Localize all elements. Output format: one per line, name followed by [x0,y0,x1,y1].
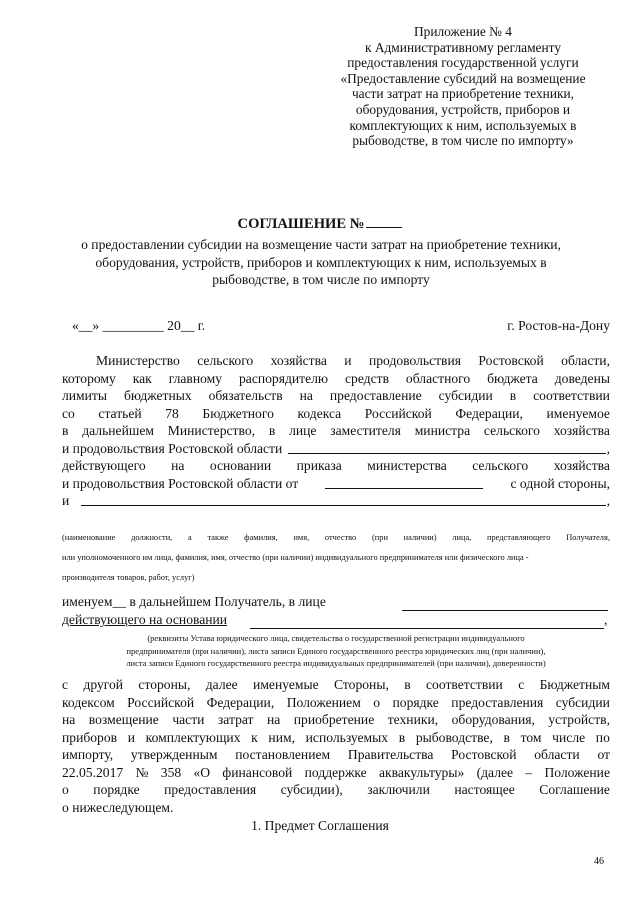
text-line [62,387,610,405]
agreement-subtitle [40,236,602,289]
word: далее [205,677,238,692]
word: на [62,712,76,727]
word: Федерации, [455,405,523,421]
text-fragment: с одной стороны, [510,475,610,491]
word: которому [62,370,116,386]
word: 78 [165,405,179,421]
word: распорядителю [238,370,329,386]
word: субсидии [438,388,493,403]
word: имя, [293,533,310,542]
paragraph-parties [62,676,610,816]
word: лица, [452,533,472,542]
text-fragment: и продовольствия Ростовской области [62,440,283,456]
word: от [597,747,610,762]
subtitle-line: рыбоводстве, в том числе по импорту [212,272,430,287]
word: областного [405,370,471,386]
note-representative-line: производителя товаров, работ, услуг) [62,573,195,582]
word: Министерство [96,353,180,368]
appendix-line: Приложение № 4 [413,24,513,39]
paragraph-ministry [62,352,610,510]
word: числе [552,729,586,745]
word: сельского [197,353,254,368]
word: приказа [296,458,342,473]
word: «О [193,764,211,780]
appendix-line: части затрат на приобретение техники, [351,86,575,102]
word: Министерство, [167,423,256,438]
text-fragment: , [606,493,610,508]
text-line [62,440,610,458]
word: заключили [367,782,430,797]
note-line: листа записи Единого государственного реестра индивидуальных предпринимателей (при наличии), доверенности) [126,658,546,668]
word: и [344,353,352,368]
word: Федерации, [206,694,275,710]
word: о [373,694,381,710]
page-number: 46 [594,856,604,867]
word: также [207,533,229,542]
word: как [132,370,152,386]
word: ним, [268,729,295,745]
word: № [135,764,149,780]
word: субсидии [555,694,610,710]
word: устройств, [548,712,610,727]
word: должности, [131,533,173,542]
word: с [62,677,69,692]
agreement-title [0,214,640,233]
word: а [188,533,192,542]
word: Положение [544,764,610,780]
appendix-line: «Предоставление субсидий на возмещение [340,70,586,86]
word: том [520,729,542,745]
text-fragment: , [604,612,608,627]
word: в [404,677,411,692]
word: сельского [472,458,529,473]
text-line [62,475,610,493]
word: настоящее [454,782,515,797]
word: к [251,729,258,745]
word: предоставления [164,782,257,797]
word: соответствии [533,388,610,403]
word: стороны, [138,677,191,692]
text-line [62,676,610,694]
text-line [62,799,610,817]
word: оборудования, [451,712,535,727]
word: – [525,764,533,780]
word: области, [561,353,610,368]
word: заместителя [330,423,401,438]
text-line [62,764,610,782]
agreement-title-text: СОГЛАШЕНИЕ № [237,216,365,232]
note-line: предпринимателя (при наличии), листа записи Единого государственного реестра юридических лиц (при наличии), [126,645,546,656]
word: аквакультуры» [379,764,465,780]
word: порядке [392,694,439,710]
word: о [62,782,69,797]
word: в [509,388,517,403]
basis-line [62,612,610,628]
order-date-blank [325,475,483,489]
recipient-name-blank [81,492,605,506]
word: со [62,405,75,421]
subtitle-line: оборудования, устройств, приборов и комплектующих к ним, используемых в [95,254,547,270]
word: Бюджетным [539,677,610,692]
word: субсидии), [280,782,343,797]
word: Стороны, [334,677,389,692]
appendix-line: оборудования, устройств, приборов и [355,101,571,117]
word: предоставление [329,388,422,403]
text-fragment: и продовольствия Ростовской области от [62,475,299,491]
appendix-line: рыбоводстве, в том числе по импорту» [352,133,574,149]
word: Бюджетного [202,405,274,421]
appendix-line: к Административному регламенту [364,39,562,55]
word: наличии) [403,533,437,542]
note-requisites [62,632,610,670]
appendix-header [318,24,608,149]
text-line [62,711,610,729]
text-line [62,492,610,510]
word: хозяйства [553,458,610,473]
word: приобретение [293,712,375,727]
word: кодекса [297,405,342,421]
word: основании [209,458,272,473]
text-line [62,746,610,764]
appendix-line: комплектующих к ним, используемых в [349,117,577,133]
word: Ростовской [478,353,544,368]
agreement-date: «__» _________ 20__ г. [72,318,206,333]
text-fragment: именуем__ в дальнейшем Получатель, в лице [62,594,326,609]
agreement-number-blank [366,214,402,228]
basis-blank [250,615,604,629]
word: затрат [217,712,254,727]
word: обязательств [208,388,283,403]
word: приборов [62,729,118,745]
word: представляющего [487,533,551,542]
word: действующего [62,458,146,473]
note-representative-line: или уполномоченного им лица, фамилия, имя, отчество (при наличии) индивидуального предпринимателя или физического лица - [62,553,529,562]
word: продовольствия [368,353,462,368]
word: именуемое [546,405,610,421]
word: части [172,712,205,727]
word: Ростовской [451,747,517,762]
word: Российской [364,405,432,421]
word: области [534,747,580,762]
word: другой [83,677,124,692]
word: бюджета [487,370,538,386]
text-line [62,352,610,370]
word: предоставления [451,694,544,710]
text-fragment: , [606,440,610,456]
word: бюджетных [123,388,192,403]
word: поддержке [304,764,367,780]
word: на [299,388,313,403]
word: доведены [554,370,610,386]
word: фамилия, [244,533,278,542]
word: средств [345,370,389,386]
word: и [127,729,136,745]
note-representative-line [62,533,610,543]
representative-name-blank [288,440,605,454]
word: дальнейшем [82,423,154,438]
word: хозяйства [270,353,327,368]
word: постановлением [235,747,331,762]
subtitle-line: о предоставлении субсидии на возмещение части затрат на приобретение техники, [81,237,561,252]
word: соответствии [426,677,503,692]
text-line [62,457,610,475]
text-line [62,370,610,388]
word: 358 [160,764,182,780]
word: комплектующих [145,729,241,745]
word: Правительства [347,747,434,762]
word: финансовой [222,764,293,780]
word: по [595,729,610,745]
word: в [62,423,69,438]
word: кодексом [62,694,115,710]
word: порядке [93,782,140,797]
word: Получателя, [566,533,610,542]
appendix-line: предоставления государственной услуги [347,55,579,71]
text-fragment: и [62,493,70,508]
word: лице [289,423,317,438]
text-line [62,729,610,747]
word: хозяйства [553,423,610,438]
word: сельского [483,423,540,438]
word: в [398,729,406,745]
word: (наименование [62,533,116,542]
word: на [266,712,281,727]
word: статьей [98,405,142,421]
word: Соглашение [539,782,610,797]
date-city-line [62,318,610,334]
word: 22.05.2017 [62,764,124,780]
word: с [518,677,525,692]
word: именуемые [253,677,319,692]
word: главному [168,370,223,386]
text-line [62,781,610,799]
note-line: (реквизиты Устава юридического лица, свидетельства о государственной регистрации индивидуального [147,633,525,643]
text-fragment: действующего на основании [62,612,228,627]
text-fragment: о нижеследующем. [62,799,174,815]
word: в [268,423,276,438]
word: Российской [127,694,195,710]
text-line [62,422,610,440]
word: утвержденным [130,747,218,762]
word: лимиты [62,388,108,403]
word: в [503,729,510,745]
word: (далее [476,764,514,780]
text-line [62,405,610,423]
word: Положением [286,694,361,710]
recipient-line [62,594,610,610]
word: на [171,458,185,473]
word: возмещение [88,712,159,727]
word: техники, [387,712,439,727]
word: рыбоводстве, [415,729,493,745]
word: используемых [305,729,389,745]
word: отчество [324,533,357,542]
agreement-city: г. Ростов-на-Дону [507,318,610,333]
word: импорту, [62,747,114,762]
word: министра [414,423,471,438]
section-title: 1. Предмет Соглашения [251,818,389,833]
text-line [62,694,610,712]
word: (при [371,533,388,542]
recipient-person-blank [402,597,608,611]
word: министерства [367,458,447,473]
